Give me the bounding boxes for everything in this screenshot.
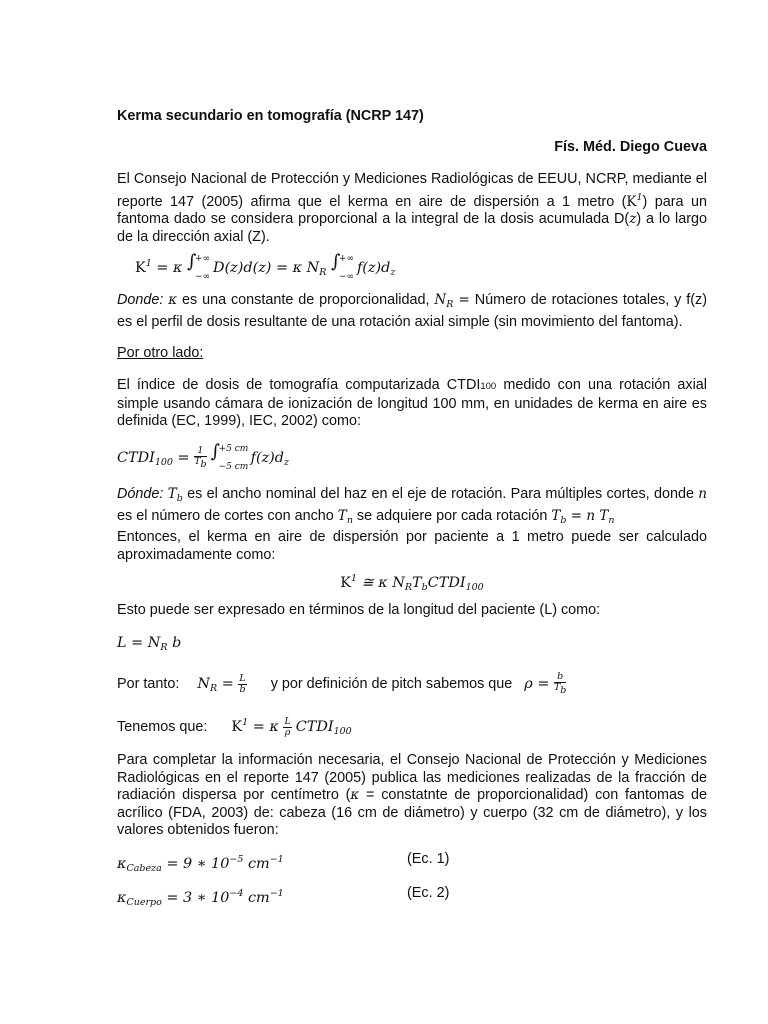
kerma-symbol: $K^1$ [626,191,643,210]
equation-kappa-cabeza: $\kappa_{Cabeza} = 9$ ∗ $10^{-5}$ $cm^{-1}$ (Ec. 1) [117,851,450,874]
equation-kappa-cuerpo: $\kappa_{Cuerpo} = 3$ ∗ $10^{-4}$ $cm^{-1}$ (Ec. 2) [117,885,450,908]
equation-tenemos: Tenemos que: $K^1 = \kappa$ $\frac{L}{\rho}$ $CTDI_{100}$ [117,715,352,738]
equation-length: $L = N_R$ b [117,635,182,653]
equation-number-1: (Ec. 1) [407,851,450,867]
equation-por-tanto: Por tanto: $N_R$ = $\frac{L}{b}$ y por definición de pitch sabemos que ρ = $\frac{b}{Tb}$ [117,671,567,696]
heading-por-otro-lado: Por otro lado: [117,345,204,361]
paragraph-donde: Donde: κ es una constante de proporcionalidad, $N_R$ = Número de rotaciones totales, y f(z) es el perfil de dosis resultante de una rotación axial simple (sin movimiento del fantoma). [117,292,708,330]
paragraph-longitud: Esto puede ser expresado en términos de la longitud del paciente (L) como: [117,602,601,618]
paragraph-donde-tb: Dónde: $T_b$ es el ancho nominal del haz en el eje de rotación. Para múltiples cortes, donde n es el número de cortes con ancho $T_n$ se adquiere por cada rotación $T_b = n$ $T_n$ Entonces, el kerma en aire de dispersión por paciente a 1 metro puede ser calculado aproximadamente como: [117,486,707,563]
paragraph-mediciones: Para completar la información necesaria, el Consejo Nacional de Protección y Mediciones Radiológicas en el reporte 147 (2005) publica las mediciones realizadas de la fracción de radiación dispersa por centímetro (κ = constatnte de proporcionalidad) con fantomas de acrílico (FDA, 2003) de: cabeza (16 cm de diámetro) y cuerpo (32 cm de diámetro), y los valores obtenidos fueron: [117,752,707,838]
document-title: Kerma secundario en tomografía (NCRP 147) [117,108,424,124]
equation-ctdi100: $CTDI_{100}$ = $\frac{1}{Tb}$ ∫ +5 cm −5 cm $f(z)d_z$ [117,441,290,472]
author-name: Fís. Méd. Diego Cueva [554,139,707,155]
equation-kerma-integral: $K^1 = \kappa$ ∫ +∞ −∞ D(z)d(z) = κ $N_R$ ∫ +∞ −∞ $f(z)d_z$ [135,251,396,283]
paragraph-ctdi: El índice de dosis de tomografía computarizada CTDI100 medido con una rotación axial simple usando cámara de ionización de longitud 100 mm, en unidades de kerma en aire es definida (EC, 1999), IEC, 2002) como: [117,377,707,429]
equation-number-2: (Ec. 2) [407,885,450,901]
equation-kerma-approx: $K^1$ ≅ κ $N_RT_bCTDI_{100}$ [340,573,484,593]
paragraph-intro: El Consejo Nacional de Protección y Mediciones Radiológicas de EEUU, NCRP, mediante el reporte 147 (2005) afirma que el kerma en aire de dispersión a 1 metro $(K^1)$ para un fantoma dado se considera proporcional a la integral de la dosis acumulada D(z) a lo largo de la dirección axial (Z). [117,171,707,245]
